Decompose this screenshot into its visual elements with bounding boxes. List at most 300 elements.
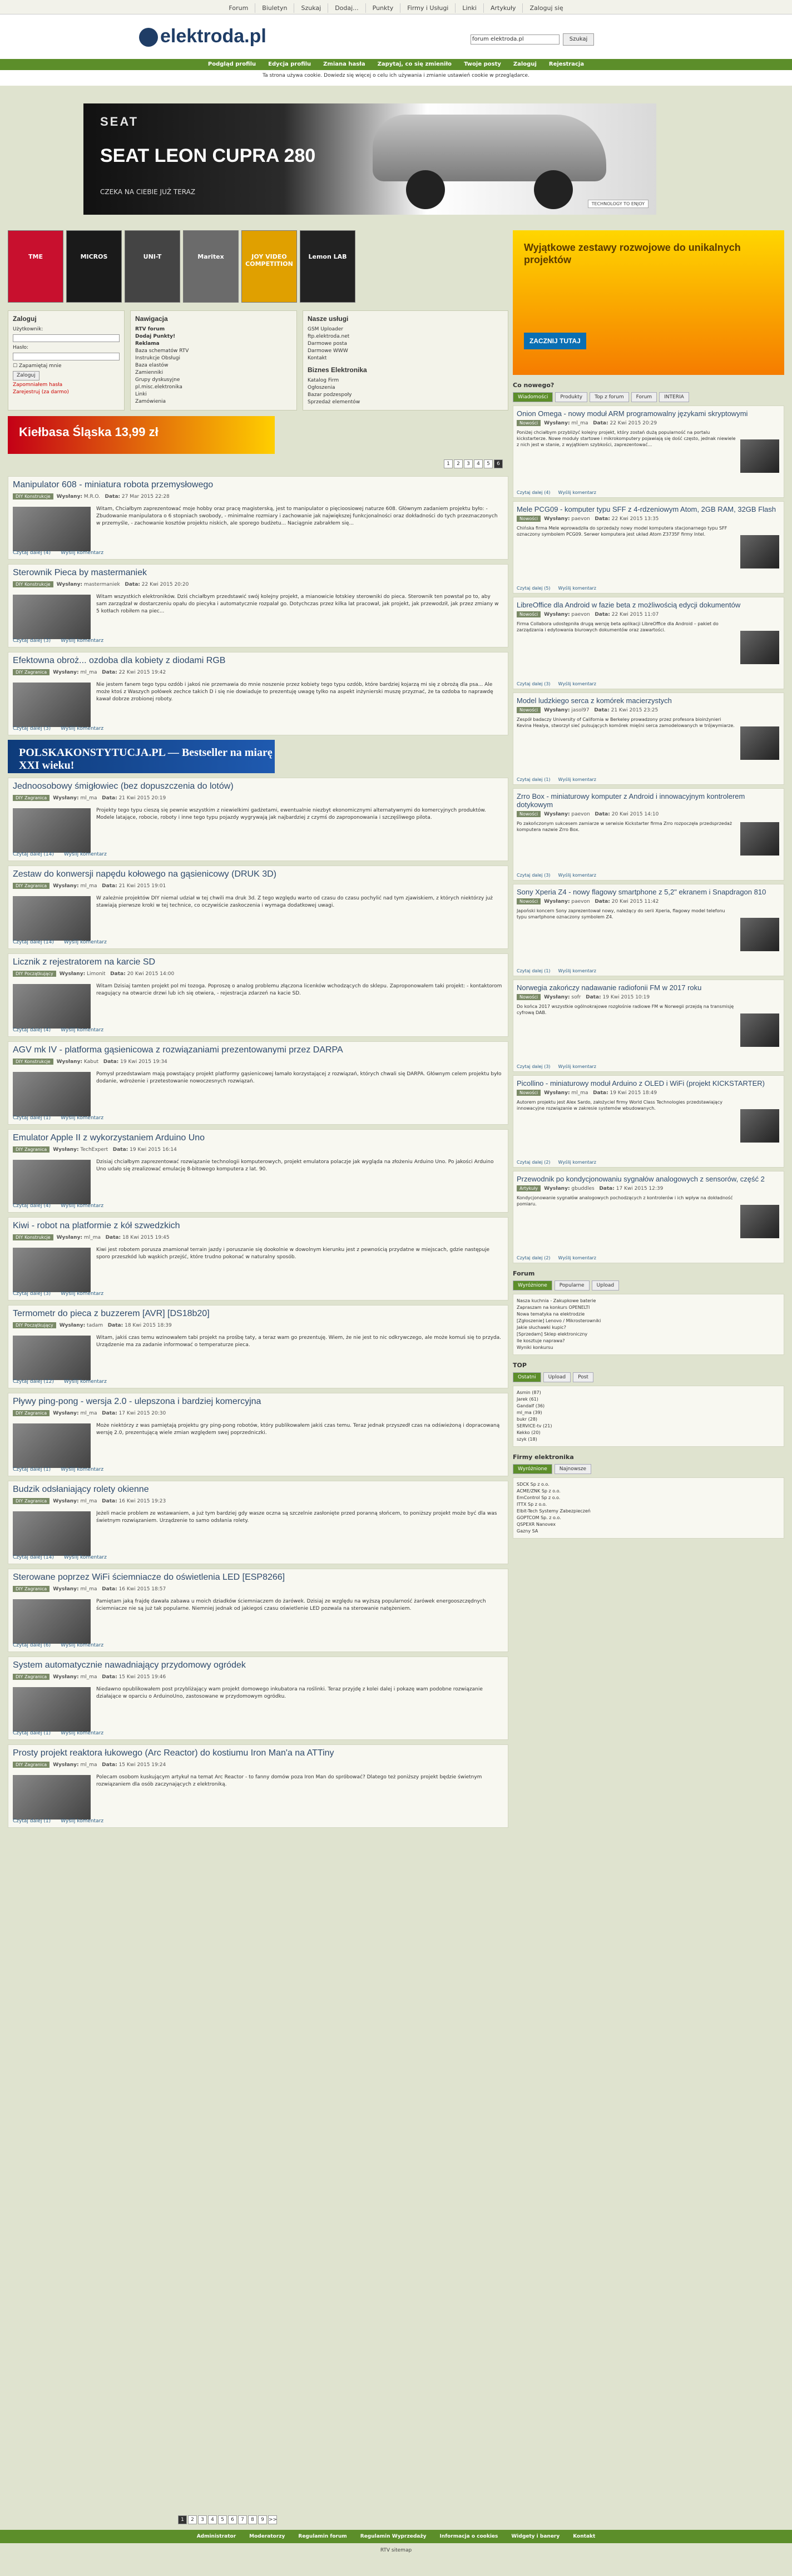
mainnav-item[interactable]: Edycja profilu: [268, 61, 311, 67]
nav-box-link[interactable]: Linki: [135, 392, 147, 397]
read-more-link[interactable]: Czytaj dalej (1): [517, 777, 551, 782]
article-footer: [13, 726, 113, 731]
logo-icon: [139, 28, 158, 47]
forum-tab[interactable]: Popularne: [555, 1280, 590, 1291]
read-more-link[interactable]: Czytaj dalej (1): [13, 1818, 51, 1824]
nav-linki[interactable]: Linki: [455, 3, 483, 13]
article-tag[interactable]: DIY Zagranica: [13, 669, 50, 675]
forum-tab[interactable]: Upload: [592, 1280, 620, 1291]
news-title[interactable]: Sony Xperia Z4 - nowy flagowy smartphone z 5,2" ekranem i Snapdragon 810: [517, 888, 766, 896]
top-tab[interactable]: Ostatni: [513, 1372, 541, 1382]
article-title[interactable]: Jednoosobowy śmigłowiec (bez dopuszczenia do lotów): [13, 782, 234, 791]
nav-box-link[interactable]: Reklama: [135, 341, 160, 347]
news-thumbnail[interactable]: [740, 1109, 779, 1143]
article-author[interactable]: M.R.O.: [83, 494, 100, 500]
sponsor-logo[interactable]: JOY VIDEO COMPETITION: [241, 230, 297, 303]
read-more-link[interactable]: Czytaj dalej (3): [517, 873, 551, 878]
page-link[interactable]: 5: [218, 2515, 227, 2524]
sponsor-logo[interactable]: MICROS: [66, 230, 122, 303]
article-tag[interactable]: DIY Zagranica: [13, 795, 50, 801]
polskakonstytucja-banner[interactable]: POLSKAKONSTYTUCJA.PL — Bestseller na miarę XXI wieku!: [8, 740, 275, 773]
comment-link[interactable]: Wyślij komentarz: [63, 1379, 107, 1385]
service-link[interactable]: Darmowe posta: [308, 341, 347, 347]
sponsor-logo[interactable]: Maritex: [183, 230, 239, 303]
footer-link[interactable]: Moderatorzy: [249, 2534, 285, 2539]
read-more-link[interactable]: Czytaj dalej (12): [13, 1379, 54, 1385]
article-excerpt: Projekty tego typu cieszą się pewnie wszystkim z niewielkimi gadżetami, ewentualnie niezbyt ekonomicznymi alternatywnymi do komercyjnych produktów. Modele latające, robocie, roboty i inne tego typu pojazdy wygrywają jak najbardziej z czymś do zaproponowania i szczęśliwego pilota.: [96, 808, 486, 820]
article-tag[interactable]: DIY Początkujący: [13, 971, 56, 977]
comment-link[interactable]: Wyślij komentarz: [558, 1160, 596, 1165]
service-link[interactable]: Kontakt: [308, 355, 327, 361]
nav-biuletyn[interactable]: Biuletyn: [255, 3, 294, 13]
top-tab[interactable]: Post: [573, 1372, 593, 1382]
firm-link[interactable]: QSPEXR Nanovex: [517, 1522, 556, 1527]
article-title[interactable]: Sterownik Pieca by mastermaniek: [13, 568, 147, 577]
article-tag[interactable]: DIY Zagranica: [13, 883, 50, 889]
article-thumbnail[interactable]: [13, 1687, 91, 1732]
article-author[interactable]: ml_ma: [80, 1499, 97, 1504]
services-box: [303, 310, 508, 411]
comment-link[interactable]: Wyślij komentarz: [558, 681, 596, 686]
article-thumbnail[interactable]: [13, 507, 91, 551]
article-title[interactable]: Emulator Apple II z wykorzystaniem Arduino Uno: [13, 1133, 205, 1143]
comment-link[interactable]: Wyślij komentarz: [61, 1027, 104, 1033]
footer-link[interactable]: Kontakt: [573, 2534, 596, 2539]
article-card: [8, 1129, 508, 1213]
nav-forum[interactable]: Forum: [229, 4, 249, 12]
article-thumbnail[interactable]: [13, 1423, 91, 1468]
article-tag[interactable]: DIY Zagranica: [13, 1586, 50, 1592]
footer-link[interactable]: Informacja o cookies: [439, 2534, 498, 2539]
article-title[interactable]: Sterowane poprzez WiFi ściemniacze do oświetlenia LED [ESP8266]: [13, 1573, 285, 1582]
forum-item-link[interactable]: Nasza kuchnia - Zakupkowe baterie: [517, 1298, 596, 1303]
password-field[interactable]: [13, 353, 120, 360]
read-more-link[interactable]: Czytaj dalej (4): [13, 1027, 51, 1033]
read-more-link[interactable]: Czytaj dalej (14): [13, 940, 54, 945]
top-user-link[interactable]: SERVICE-tv (21): [517, 1423, 552, 1428]
article-author[interactable]: ml_ma: [80, 1411, 97, 1416]
firm-link[interactable]: ACME/ZNK Sp z o.o.: [517, 1489, 561, 1494]
news-author[interactable]: jasol97: [571, 708, 590, 713]
page-link[interactable]: 6: [228, 2515, 237, 2524]
read-more-link[interactable]: Czytaj dalej (6): [13, 1643, 51, 1648]
tab-wiadomosci[interactable]: Wiadomości: [513, 392, 553, 402]
top-user-link[interactable]: szyk (18): [517, 1437, 537, 1442]
read-more-link[interactable]: Czytaj dalej (3): [13, 638, 51, 644]
article-date: 15 Kwi 2015 19:24: [118, 1762, 166, 1768]
comment-link[interactable]: Wyślij komentarz: [558, 968, 596, 973]
forum-item-link[interactable]: Zapraszam na konkurs OPENELTI: [517, 1305, 590, 1310]
article-date: 21 Kwi 2015 19:01: [118, 883, 166, 889]
firm-link[interactable]: Elbit-Tech Systemy Zabezpieczeń: [517, 1509, 591, 1514]
site-logo[interactable]: [139, 26, 266, 47]
promo-cta-button[interactable]: ZACZNIJ TUTAJ: [524, 333, 586, 349]
page-link[interactable]: 1: [444, 459, 453, 468]
page-link[interactable]: 8: [248, 2515, 257, 2524]
article-tag[interactable]: DIY Zagranica: [13, 1674, 50, 1680]
article-title[interactable]: Budzik odsłaniający rolety okienne: [13, 1485, 149, 1494]
forgot-link[interactable]: Zapomniałem hasła: [13, 382, 63, 388]
article-excerpt: Pamiętam jaką frajdę dawała zabawa u moich dziadków ściemniaczem do żarówek. Dzisiaj ze względu na wyższą popularność żarówek energooszczędnych ściemniacze nie są już tak popularne. Niemniej jednak od jakiegoś czasu oświetlenie LED pozwala na sterowanie natężeniem.: [96, 1599, 486, 1611]
forum-item-link[interactable]: Jakie słuchawki kupic?: [517, 1325, 566, 1330]
read-more-link[interactable]: Czytaj dalej (3): [13, 726, 51, 731]
news-title[interactable]: Mele PCG09 - komputer typu SFF z 4-rdzeniowym Atom, 2GB RAM, 32GB Flash: [517, 505, 776, 513]
top-user-link[interactable]: Asmin (87): [517, 1390, 541, 1395]
read-more-link[interactable]: Czytaj dalej (1): [517, 968, 551, 973]
service-link[interactable]: GSM Uploader: [308, 327, 344, 332]
news-author[interactable]: ml_ma: [571, 421, 588, 426]
forum-item-link[interactable]: [Sprzedam] Sklep elektroniczny: [517, 1332, 588, 1337]
nav-dodaj[interactable]: Dodaj...: [328, 3, 365, 13]
article-author[interactable]: ml_ma: [80, 1586, 97, 1592]
username-field[interactable]: [13, 334, 120, 342]
news-thumbnail[interactable]: [740, 439, 779, 473]
news-author[interactable]: paevon: [571, 812, 590, 817]
nav-box-link[interactable]: pl.misc.elektronika: [135, 384, 182, 390]
news-author[interactable]: gbuddles: [571, 1186, 595, 1191]
mainnav-item[interactable]: Rejestracja: [548, 61, 585, 67]
nav-box-link[interactable]: Instrukcje Obsługi: [135, 355, 180, 361]
page-link[interactable]: 5: [484, 459, 493, 468]
article-thumbnail[interactable]: [13, 1775, 91, 1819]
news-title[interactable]: Model ludzkiego serca z komórek macierzystych: [517, 696, 672, 705]
footer-link[interactable]: Regulamin Wyprzedaży: [360, 2534, 427, 2539]
article-thumbnail[interactable]: [13, 595, 91, 639]
comment-link[interactable]: Wyślij komentarz: [558, 873, 596, 878]
comment-link[interactable]: Wyślij komentarz: [61, 1203, 104, 1209]
article-meta: DIY Zagranica Wysłany: ml_ma Data: 22 Kwi 2015 19:42: [13, 669, 503, 675]
article-excerpt: Nie jestem fanem tego typu ozdób i jakoś nie przemawia do mnie noszenie przez kobiety tego typu ozdób, które bardziej kojarzą mi się z obrożą dla psa... Ale może ktoś z Waszych połówek zechce takich D i się nie dowiaduje to prezentuję uwagę tylko na aspekt inżynierski muszę przyznać, że ta ozdoba to naprawdę kawał dobrze zrobionej roboty.: [96, 682, 493, 702]
nav-box-link[interactable]: Zamówienia: [135, 399, 166, 404]
news-author[interactable]: paevon: [571, 899, 590, 904]
firm-link[interactable]: Gazny SA: [517, 1529, 538, 1534]
article-title[interactable]: Pływy ping-pong - wersja 2.0 - ulepszona i bardziej komercyjna: [13, 1397, 261, 1406]
seat-title: SEAT LEON CUPRA 280: [100, 145, 316, 166]
sitemap-link[interactable]: RTV sitemap: [380, 2548, 412, 2553]
article-thumbnail[interactable]: [13, 984, 91, 1029]
news-title[interactable]: Picollino - miniaturowy moduł Arduino z OLED i WiFi (projekt KICKSTARTER): [517, 1079, 765, 1087]
news-title[interactable]: Przewodnik po kondycjonowaniu sygnałów analogowych z sensorów, część 2: [517, 1175, 765, 1183]
article-author[interactable]: ml_ma: [80, 883, 97, 889]
comment-link[interactable]: Wyślij komentarz: [558, 1255, 596, 1260]
article-title[interactable]: Licznik z rejestratorem na karcie SD: [13, 957, 156, 967]
login-button[interactable]: Zaloguj: [13, 371, 39, 380]
mainnav-item[interactable]: Podgląd profilu: [207, 61, 256, 67]
news-footer: [517, 586, 604, 591]
page-link[interactable]: 4: [208, 2515, 217, 2524]
top-user-link[interactable]: bukr (28): [517, 1417, 538, 1422]
forum-item-link[interactable]: [Zgłoszenie] Lenovo / Mikrosterowniki: [517, 1318, 601, 1323]
article-tag[interactable]: DIY Konstrukcje: [13, 493, 53, 500]
news-card: [513, 406, 784, 498]
read-more-link[interactable]: Czytaj dalej (1): [13, 1730, 51, 1736]
article-title[interactable]: Prosty projekt reaktora łukowego (Arc Reactor) do kostiumu Iron Man'a na ATTiny: [13, 1748, 334, 1758]
footer-link[interactable]: Administrator: [196, 2534, 236, 2539]
nav-box-link[interactable]: Dodaj Punkty!: [135, 334, 176, 339]
article-author[interactable]: Limonit: [87, 971, 106, 977]
read-more-link[interactable]: Czytaj dalej (14): [13, 852, 54, 857]
article-author[interactable]: ml_ma: [80, 670, 97, 675]
firm-link[interactable]: EmControl Sp z o.o.: [517, 1495, 561, 1500]
article-thumbnail[interactable]: [13, 1160, 91, 1204]
news-tag[interactable]: Nowości: [517, 611, 541, 617]
news-thumbnail[interactable]: [740, 1205, 779, 1238]
article-date: 17 Kwi 2015 20:30: [118, 1411, 166, 1416]
seat-banner[interactable]: [83, 103, 656, 215]
top-user-link[interactable]: ml_ma (39): [517, 1410, 542, 1415]
read-more-link[interactable]: Czytaj dalej (3): [517, 681, 551, 686]
article-date: 22 Kwi 2015 20:20: [141, 582, 189, 587]
remember-checkbox[interactable]: ☐ Zapamiętaj mnie: [13, 363, 62, 369]
footer-link[interactable]: Widgety i banery: [511, 2534, 560, 2539]
search-input[interactable]: forum elektroda.pl: [471, 34, 560, 45]
news-thumbnail[interactable]: [740, 631, 779, 664]
read-more-link[interactable]: Czytaj dalej (4): [13, 550, 51, 556]
news-title[interactable]: Onion Omega - nowy moduł ARM programowalny językami skryptowymi: [517, 409, 748, 418]
article-author[interactable]: ml_ma: [80, 795, 97, 801]
page-link-current[interactable]: 1: [178, 2515, 187, 2524]
article-author[interactable]: ml_ma: [80, 1762, 97, 1768]
firm-link[interactable]: ITTX Sp z o.o.: [517, 1502, 547, 1507]
article-tag[interactable]: DIY Konstrukcje: [13, 1059, 53, 1065]
news-tag[interactable]: Nowości: [517, 420, 541, 426]
news-meta: Nowości Wysłany: paevon Data: 20 Kwi 2015 11:42: [517, 898, 780, 904]
page-link[interactable]: 2: [454, 459, 463, 468]
mainnav-item[interactable]: Zaloguj: [513, 61, 537, 67]
nav-box-link[interactable]: Baza schematów RTV: [135, 348, 189, 354]
news-tag[interactable]: Nowości: [517, 994, 541, 1000]
news-thumbnail[interactable]: [740, 918, 779, 951]
article-author[interactable]: mastermaniek: [83, 582, 120, 587]
news-author[interactable]: paevon: [571, 612, 590, 617]
nav-box-link[interactable]: Grupy dyskusyjne: [135, 377, 180, 383]
read-more-link[interactable]: Czytaj dalej (2): [517, 1160, 551, 1165]
nav-box-link[interactable]: Baza elastów: [135, 363, 169, 368]
page-link[interactable]: 3: [464, 459, 473, 468]
article-title[interactable]: Efektowna obroż... ozdoba dla kobiety z diodami RGB: [13, 656, 226, 665]
firm-link[interactable]: GOPTCOM Sp. z o.o.: [517, 1515, 561, 1520]
article-thumbnail[interactable]: [13, 808, 91, 853]
article-tag[interactable]: DIY Zagranica: [13, 1410, 50, 1416]
article-tag[interactable]: DIY Początkujący: [13, 1322, 56, 1328]
tab-forum[interactable]: Forum: [631, 392, 657, 402]
article-tag[interactable]: DIY Zagranica: [13, 1498, 50, 1504]
forum-item-link[interactable]: Wyniki konkursu: [517, 1345, 553, 1350]
article-title[interactable]: Zestaw do konwersji napędu kołowego na gąsienicowy (DRUK 3D): [13, 869, 277, 879]
top-section: [513, 1362, 784, 1447]
article-meta: DIY Początkujący Wysłany: tadam Data: 18 Kwi 2015 18:39: [13, 1322, 503, 1328]
page-link[interactable]: 9: [258, 2515, 267, 2524]
article-title[interactable]: Termometr do pieca z buzzerem [AVR] [DS18b20]: [13, 1309, 210, 1318]
article-author[interactable]: ml_ma: [80, 1674, 97, 1680]
nav-szukaj[interactable]: Szukaj: [294, 3, 328, 13]
article-title[interactable]: Kiwi - robot na platformie z kół szwedzkich: [13, 1221, 180, 1230]
article-thumbnail[interactable]: [13, 683, 91, 727]
comment-link[interactable]: Wyślij komentarz: [61, 1818, 104, 1824]
news-tag[interactable]: Nowości: [517, 707, 541, 713]
tab-top-forum[interactable]: Top z forum: [590, 392, 628, 402]
news-thumbnail[interactable]: [740, 1013, 779, 1047]
article-author[interactable]: ml_ma: [83, 1235, 101, 1240]
comment-link[interactable]: Wyślij komentarz: [558, 1064, 596, 1069]
read-more-link[interactable]: Czytaj dalej (5): [517, 586, 551, 591]
article-title[interactable]: Manipulator 608 - miniatura robota przemysłowego: [13, 480, 214, 490]
comment-link[interactable]: Wyślij komentarz: [558, 490, 596, 495]
biznes-link[interactable]: Bazar podzespoły: [308, 392, 352, 398]
comment-link[interactable]: Wyślij komentarz: [61, 1730, 104, 1736]
forum-item-link[interactable]: Nowa tematyka na elektrodzie: [517, 1312, 585, 1317]
read-more-link[interactable]: Czytaj dalej (3): [13, 1291, 51, 1297]
page-link[interactable]: 4: [474, 459, 483, 468]
sponsor-logo[interactable]: Lemon LAB: [300, 230, 355, 303]
top-navigation: [0, 0, 792, 14]
mainnav-item[interactable]: Zapytaj, co się zmieniło: [377, 61, 452, 67]
sponsor-logo[interactable]: TME: [8, 230, 63, 303]
mainnav-item[interactable]: Twoje posty: [464, 61, 501, 67]
main-navigation: [0, 59, 792, 70]
read-more-link[interactable]: Czytaj dalej (1): [13, 1115, 51, 1121]
comment-link[interactable]: Wyślij komentarz: [61, 1291, 104, 1297]
read-more-link[interactable]: Czytaj dalej (3): [517, 1064, 551, 1069]
news-thumbnail[interactable]: [740, 726, 779, 760]
nav-zaloguj[interactable]: Zaloguj się: [522, 3, 570, 13]
article-meta: DIY Zagranica Wysłany: ml_ma Data: 16 Kwi 2015 18:57: [13, 1586, 503, 1592]
page-link[interactable]: 7: [238, 2515, 247, 2524]
top-user-link[interactable]: Gandalf (36): [517, 1403, 545, 1408]
comment-link[interactable]: Wyślij komentarz: [61, 1643, 104, 1648]
nav-punkty[interactable]: Punkty: [365, 3, 400, 13]
news-title[interactable]: Zrro Box - miniaturowy komputer z Android i innowacyjnym kontrolerem dotykowym: [517, 792, 745, 809]
article-title[interactable]: System automatycznie nawadniający przydomowy ogródek: [13, 1660, 246, 1670]
top-list: [513, 1386, 784, 1447]
article-title[interactable]: AGV mk IV - platforma gąsienicowa z rozwiązaniami prezentowanymi przez DARPA: [13, 1045, 343, 1055]
biznes-link[interactable]: Sprzedaż elementów: [308, 399, 360, 405]
news-tag[interactable]: Nowości: [517, 1090, 541, 1096]
news-tag[interactable]: Nowości: [517, 811, 541, 817]
mainnav-item[interactable]: Zmiana hasła: [323, 61, 365, 67]
article-footer: [13, 1643, 113, 1648]
news-author[interactable]: paevon: [571, 516, 590, 522]
top-user-link[interactable]: Kekko (20): [517, 1430, 541, 1435]
news-meta: Nowości Wysłany: ml_ma Data: 22 Kwi 2015 20:29: [517, 420, 780, 426]
news-tag[interactable]: Nowości: [517, 898, 541, 904]
news-author[interactable]: sofr: [571, 995, 581, 1000]
sponsor-logo[interactable]: UNI-T: [125, 230, 180, 303]
article-date: 22 Kwi 2015 19:42: [118, 670, 166, 675]
article-card: [8, 1305, 508, 1388]
top-user-link[interactable]: Jarek (61): [517, 1397, 538, 1402]
news-thumbnail[interactable]: [740, 822, 779, 856]
forum-item-link[interactable]: Ile kosztuje naprawa?: [517, 1338, 565, 1343]
article-thumbnail[interactable]: [13, 1072, 91, 1116]
article-excerpt: W zależnie projektów DIY niemal udział w tej chwili ma druk 3d. Z tego względu warto od czasu do czasu pochylić nad tym zjawiskiem, z których niektórzy już stawiają pierwsze kroki w tej technice, co oczywiście zaskoczenia i wymaga dodatkowej uwagi.: [96, 896, 493, 908]
comment-link[interactable]: Wyślij komentarz: [558, 777, 596, 782]
comment-link[interactable]: Wyślij komentarz: [63, 1555, 107, 1560]
article-date: 16 Kwi 2015 18:57: [118, 1586, 166, 1592]
article-card: [8, 1041, 508, 1125]
top-tab[interactable]: Upload: [543, 1372, 571, 1382]
firms-tab[interactable]: Najnowsze: [555, 1464, 591, 1474]
biznes-link[interactable]: Ogłoszenia: [308, 385, 335, 390]
article-tag[interactable]: DIY Konstrukcje: [13, 581, 53, 587]
comment-link[interactable]: Wyślij komentarz: [61, 726, 104, 731]
page-link-current[interactable]: 6: [494, 459, 503, 468]
comment-link[interactable]: Wyślij komentarz: [63, 852, 107, 857]
tab-interia[interactable]: INTERIA: [659, 392, 689, 402]
pass-label: Hasło:: [13, 345, 29, 350]
nav-firmy[interactable]: Firmy i Usługi: [400, 3, 455, 13]
news-card: [513, 788, 784, 881]
article-tag[interactable]: DIY Zagranica: [13, 1146, 50, 1153]
article-tag[interactable]: DIY Konstrukcje: [13, 1234, 53, 1240]
firms-tab[interactable]: Wyróżnione: [513, 1464, 552, 1474]
comment-link[interactable]: Wyślij komentarz: [558, 586, 596, 591]
nav-artykuly[interactable]: Artykuły: [483, 3, 523, 13]
biznes-link[interactable]: Katalog Firm: [308, 378, 339, 383]
read-more-link[interactable]: Czytaj dalej (4): [13, 1203, 51, 1209]
page-link[interactable]: 2: [188, 2515, 197, 2524]
promo-banner[interactable]: Kiełbasa Śląska 13,99 zł: [8, 416, 275, 454]
news-title[interactable]: Norwegia zakończy nadawanie radiofonii FM w 2017 roku: [517, 983, 702, 992]
register-link[interactable]: Zarejestruj (za darmo): [13, 389, 69, 395]
page-next[interactable]: >>: [268, 2515, 277, 2524]
news-tag[interactable]: Artykuły: [517, 1185, 541, 1191]
comment-link[interactable]: Wyślij komentarz: [63, 940, 107, 945]
article-thumbnail[interactable]: [13, 1511, 91, 1556]
footer-link[interactable]: Regulamin forum: [298, 2534, 347, 2539]
article-author[interactable]: tadam: [87, 1323, 103, 1328]
article-date: 18 Kwi 2015 18:39: [125, 1323, 172, 1328]
article-author[interactable]: Kabut: [83, 1059, 99, 1065]
forum-tab[interactable]: Wyróżnione: [513, 1280, 552, 1291]
comment-link[interactable]: Wyślij komentarz: [61, 1115, 104, 1121]
search-button[interactable]: Szukaj: [563, 33, 594, 46]
nav-box-link[interactable]: Zamienniki: [135, 370, 164, 375]
firm-link[interactable]: SDCK Sp z o.o.: [517, 1482, 550, 1487]
service-link[interactable]: ftp.elektroda.net: [308, 334, 350, 339]
sponsor-logos: [8, 230, 508, 303]
news-thumbnail[interactable]: [740, 535, 779, 568]
article-date: 15 Kwi 2015 19:46: [118, 1674, 166, 1680]
read-more-link[interactable]: Czytaj dalej (1): [13, 1467, 51, 1472]
firms-list: [513, 1477, 784, 1539]
news-card: [513, 693, 784, 785]
comment-link[interactable]: Wyślij komentarz: [61, 638, 104, 644]
article-thumbnail[interactable]: [13, 896, 91, 941]
news-tag[interactable]: Nowości: [517, 516, 541, 522]
news-meta: Nowości Wysłany: sofr Data: 19 Kwi 2015 10:19: [517, 994, 780, 1000]
right-promo-banner[interactable]: [513, 230, 784, 375]
nav-box-link[interactable]: RTV forum: [135, 327, 165, 332]
article-author[interactable]: TechExpert: [80, 1147, 108, 1153]
page-link[interactable]: 3: [198, 2515, 207, 2524]
comment-link[interactable]: Wyślij komentarz: [61, 550, 104, 556]
news-excerpt: Po zakończonym sukcesem zamiarze w serwisie Kickstarter firma Zrro rozpoczęła przedsprzedaż komputera nazwie Zrro Box.: [517, 821, 732, 832]
read-more-link[interactable]: Czytaj dalej (4): [517, 490, 551, 495]
read-more-link[interactable]: Czytaj dalej (14): [13, 1555, 54, 1560]
tab-produkty[interactable]: Produkty: [555, 392, 587, 402]
article-thumbnail[interactable]: [13, 1248, 91, 1292]
article-thumbnail[interactable]: [13, 1336, 91, 1380]
news-title[interactable]: LibreOffice dla Android w fazie beta z możliwością edycji dokumentów: [517, 601, 741, 609]
right-promo-text: Wyjątkowe zestawy rozwojowe do unikalnych projektów: [524, 242, 741, 265]
read-more-link[interactable]: Czytaj dalej (2): [517, 1255, 551, 1260]
article-thumbnail[interactable]: [13, 1599, 91, 1644]
comment-link[interactable]: Wyślij komentarz: [61, 1467, 104, 1472]
service-link[interactable]: Darmowe WWW: [308, 348, 348, 354]
news-author[interactable]: ml_ma: [571, 1090, 588, 1096]
article-tag[interactable]: DIY Zagranica: [13, 1762, 50, 1768]
